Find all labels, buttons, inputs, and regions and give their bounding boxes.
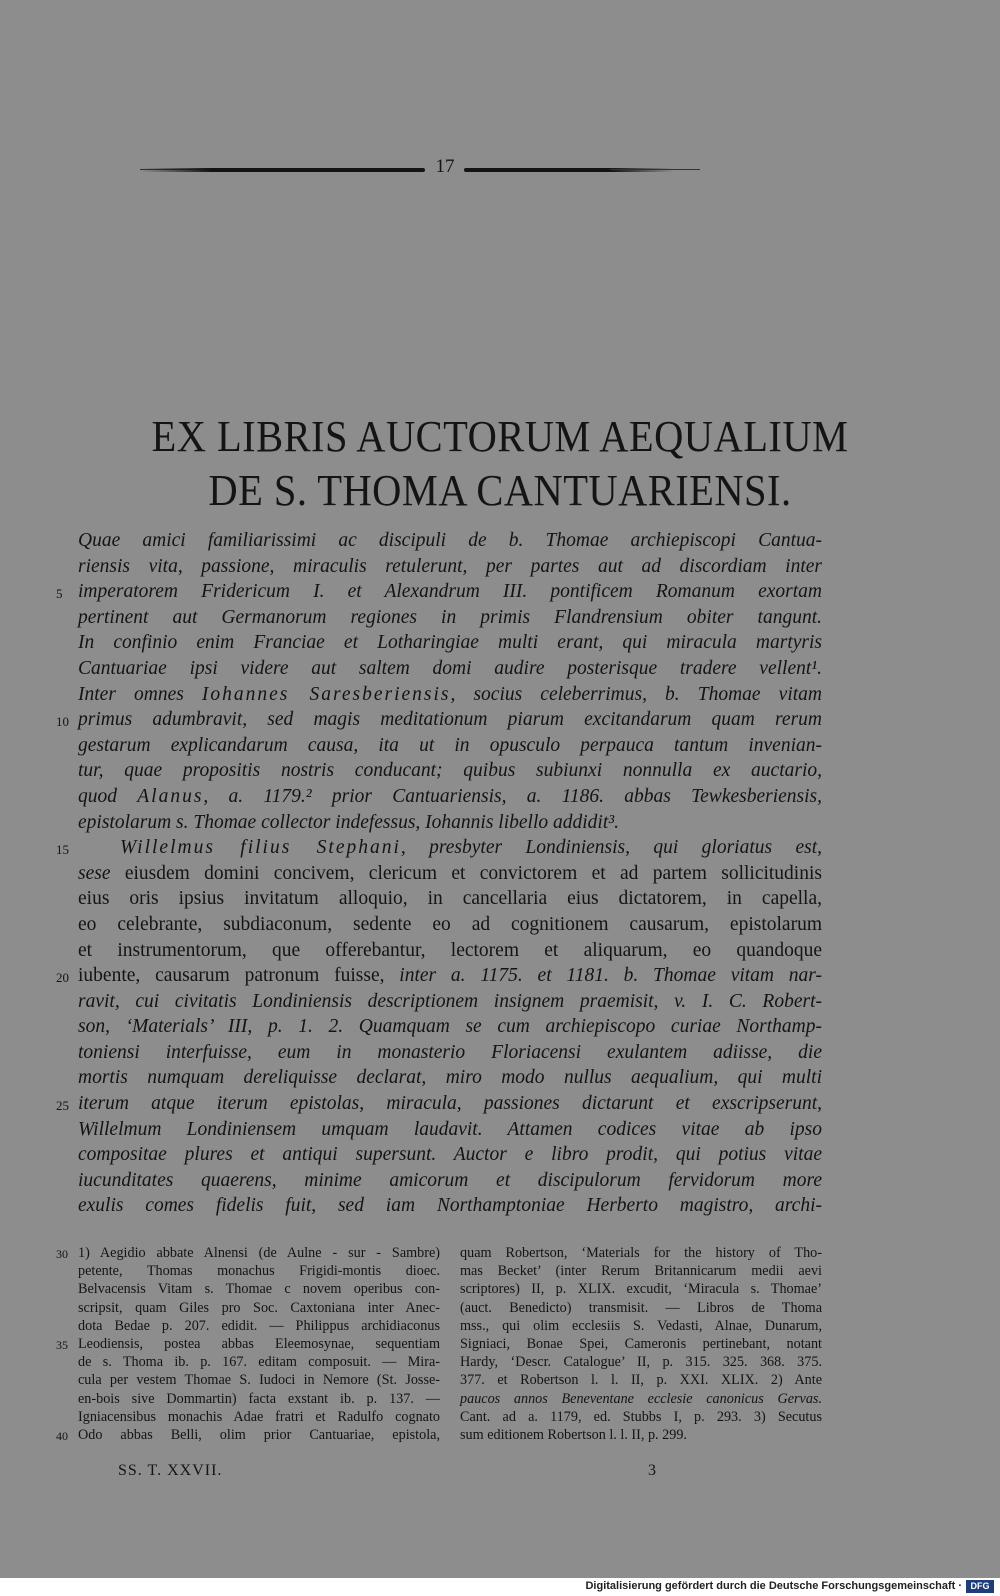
footnote-line: Belvacensis Vitam s. Thomae c novem operibus con- <box>78 1281 440 1298</box>
author-name: Alanus <box>137 785 204 807</box>
footnote-line: Hardy, ‘Descr. Catalogue’ II, p. 315. 325. 368. 375. <box>460 1354 822 1371</box>
author-name: Iohannes Saresberiensis <box>201 683 451 705</box>
line-number: 20 <box>56 970 69 986</box>
text-segment: inter a. 1175. et 1181. b. Thomae vitam nar- <box>399 965 823 987</box>
title-line-2: DE S. THOMA CANTUARIENSI. <box>208 466 792 515</box>
header-rule-right-thin <box>610 169 700 170</box>
text-line <box>56 835 822 861</box>
text-line <box>56 963 823 989</box>
footnote-line: Signiaci, Bonae Spei, Cameronis pertinebant, notant <box>460 1335 822 1352</box>
footnote-line: Igniacensibus monachis Adae fratri et Radulfo cognato <box>78 1408 440 1425</box>
text-line: mortis numquam dereliquisse declarat, miro modo nullus aequalium, qui multi <box>78 1067 822 1089</box>
text-line <box>78 861 822 887</box>
text-line <box>56 707 822 733</box>
line-number: 10 <box>56 714 69 730</box>
text-line: gestarum explicandarum causa, ita ut in opusculo perpauca tantum invenian- <box>78 734 822 756</box>
text-line <box>56 1091 822 1117</box>
gathering-signature: 3 <box>648 1462 656 1479</box>
footnote-line: dota Bedae p. 207. edidit. — Philippus archidiaconus <box>78 1317 440 1334</box>
text-line: iucunditates quaerens, minime amicorum et discipulorum fervidorum more <box>78 1169 822 1191</box>
page-number: 17 <box>435 156 455 177</box>
text-segment: eiusdem domini concivem, clericum et convictorem et ad partem sollicitudinis <box>110 862 822 884</box>
footnote-line: cula per vestem Thomae S. Iudoci in Nemore (St. Josse- <box>78 1372 440 1389</box>
line-number: 30 <box>56 1247 68 1261</box>
main-text <box>56 528 823 1219</box>
text-line: et instrumentorum, que offerebantur, lectorem et aliquarum, eo quandoque <box>78 939 822 961</box>
footnote-line: quam Robertson, ‘Materials for the history of Tho- <box>460 1245 822 1261</box>
text-line: riensis vita, passione, miraculis retulerunt, per partes aut ad discordiam inter <box>78 555 822 577</box>
line-number: 40 <box>56 1428 68 1443</box>
text-line: ravit, cui civitatis Londiniensis descriptionem insignem praemisit, v. I. C. Robert- <box>78 990 822 1012</box>
footnote-line-content: Odo abbas Belli, olim prior Cantuariae, epistola, <box>78 1426 440 1443</box>
line-number: 35 <box>56 1337 68 1352</box>
footnote-line <box>56 1244 440 1262</box>
text-segment: quod <box>78 785 138 807</box>
text-line: In confinio enim Franciae et Lotharingiae multi erant, qui miracula martyris <box>78 632 822 654</box>
text-line-content: imperatorem Fridericum I. et Alexandrum III. pontificem Romanum exortam <box>78 581 822 603</box>
text-line: pertinent aut Germanorum regiones in primis Flandrensium obiter tangunt. <box>78 606 822 628</box>
header-rule-left <box>140 168 425 172</box>
line-number: 25 <box>56 1098 69 1114</box>
footnote-line: petente, Thomas monachus Frigidi-montis dioec. <box>78 1263 440 1280</box>
footnotes-left-column <box>56 1244 440 1444</box>
text-line: Willelmum Londiniensem umquam laudavit. Attamen codices vitae ab ipso <box>78 1118 822 1140</box>
text-segment: iubente, causarum patronum fuisse, <box>78 965 400 987</box>
text-line: eo celebrante, subdiaconum, sedente eo ad cognitionem causarum, epistolarum <box>78 913 822 935</box>
footnote-line: 377. et Robertson l. l. II, p. XXI. XLIX. 2) Ante <box>460 1372 822 1389</box>
line-number: 5 <box>56 586 63 602</box>
footnote-line: scriptores) II, p. XLIX. excudit, ‘Miracula s. Thomae’ <box>460 1281 822 1298</box>
text-segment: , a. 1179.² prior Cantuariensis, a. 1186. abbas Tewkesberiensis, <box>203 785 822 807</box>
footnote-line-content: Leodiensis, postea abbas Eleemosynae, sequentiam <box>78 1335 440 1352</box>
footnote-line: mss., qui olim ecclesiis S. Vedasti, Alnae, Dunarum, <box>460 1317 822 1334</box>
footnote-line: de s. Thoma ib. p. 167. editam composuit. — Mira- <box>78 1354 440 1371</box>
footnote-line: Cant. ad a. 1179, ed. Stubbs I, p. 293. 3) Secutus <box>460 1408 822 1425</box>
text-line: tur, quae propositis nostris conducant; quibus subiunxi nonnulla ex auctario, <box>78 760 822 782</box>
footnote-line: en-bois sive Dommartin) facta exstant ib. p. 137. — <box>78 1390 440 1407</box>
dfg-logo-icon[interactable]: DFG <box>966 1580 994 1593</box>
footnotes-right-column <box>460 1244 822 1444</box>
volume-signature: SS. T. XXVII. <box>118 1462 223 1479</box>
text-line: epistolarum s. Thomae collector indefessus, Iohannis libello addidit³. <box>78 811 619 833</box>
text-segment: Inter omnes <box>78 683 202 705</box>
footnote-line: paucos annos Beneventane ecclesie canonicus Gervas. <box>460 1390 822 1407</box>
text-segment: sese <box>78 862 111 884</box>
text-segment: , socius celeberrimus, b. Thomae vitam <box>450 683 822 705</box>
line-number: 15 <box>56 842 69 858</box>
text-line-content: primus adumbravit, sed magis meditationum piarum excitandarum quam rerum <box>78 709 822 731</box>
text-line: eius oris ipsius invitatum alloquio, in cancellaria eius dictatorem, in capella, <box>78 888 822 910</box>
text-segment: , presbyter Londiniensis, qui gloriatus est, <box>400 837 822 859</box>
text-line: toniensi interfuisse, eum in monasterio Floriacensi exulantem adiisse, die <box>78 1041 822 1063</box>
footnote-line: sum editionem Robertson l. l. II, p. 299. <box>460 1426 687 1443</box>
footer-credit: Digitalisierung gefördert durch die Deutsche Forschungsgemeinschaft · <box>585 1580 962 1592</box>
footnote-line <box>56 1426 440 1444</box>
footnote-line: scripsit, quam Giles pro Soc. Caxtoniana inter Anec- <box>78 1299 440 1316</box>
footnote-line: mas Becket’ (inter Rerum Britannicarum medii aevi <box>460 1263 822 1280</box>
author-name: Willelmus filius Stephani <box>120 837 401 859</box>
footnote-line <box>56 1335 440 1353</box>
text-line: son, ‘Materials’ III, p. 1. 2. Quamquam se cum archiepiscopo curiae Northamp- <box>78 1016 822 1038</box>
text-line <box>56 579 822 605</box>
text-line: exulis comes fidelis fuit, sed iam Northamptoniae Herberto magistro, archi- <box>78 1195 822 1217</box>
text-line <box>78 682 822 708</box>
text-line: Cantuariae ipsi videre aut saltem domi audire posterisque tradere vellent¹. <box>78 657 822 679</box>
text-line: compositae plures et antiqui supersunt. Auctor e libro prodit, qui potius vitae <box>78 1144 822 1166</box>
page-header <box>140 155 700 185</box>
text-line-content: iterum atque iterum epistolas, miracula, passiones dictarunt et exscripserunt, <box>78 1093 822 1115</box>
text-line: Quae amici familiarissimi ac discipuli de b. Thomae archiepiscopi Cantua- <box>78 530 822 551</box>
title-line-1: EX LIBRIS AUCTORUM AEQUALIUM <box>151 412 849 461</box>
digitization-footer <box>0 1578 1000 1596</box>
text-line <box>78 784 822 810</box>
footnote-line: (auct. Benedicto) transmisit. — Libros de Thoma <box>460 1299 822 1316</box>
footnote-line-content: 1) Aegidio abbate Alnensi (de Aulne - sur - Sambre) <box>78 1245 440 1261</box>
chapter-title <box>95 410 905 518</box>
